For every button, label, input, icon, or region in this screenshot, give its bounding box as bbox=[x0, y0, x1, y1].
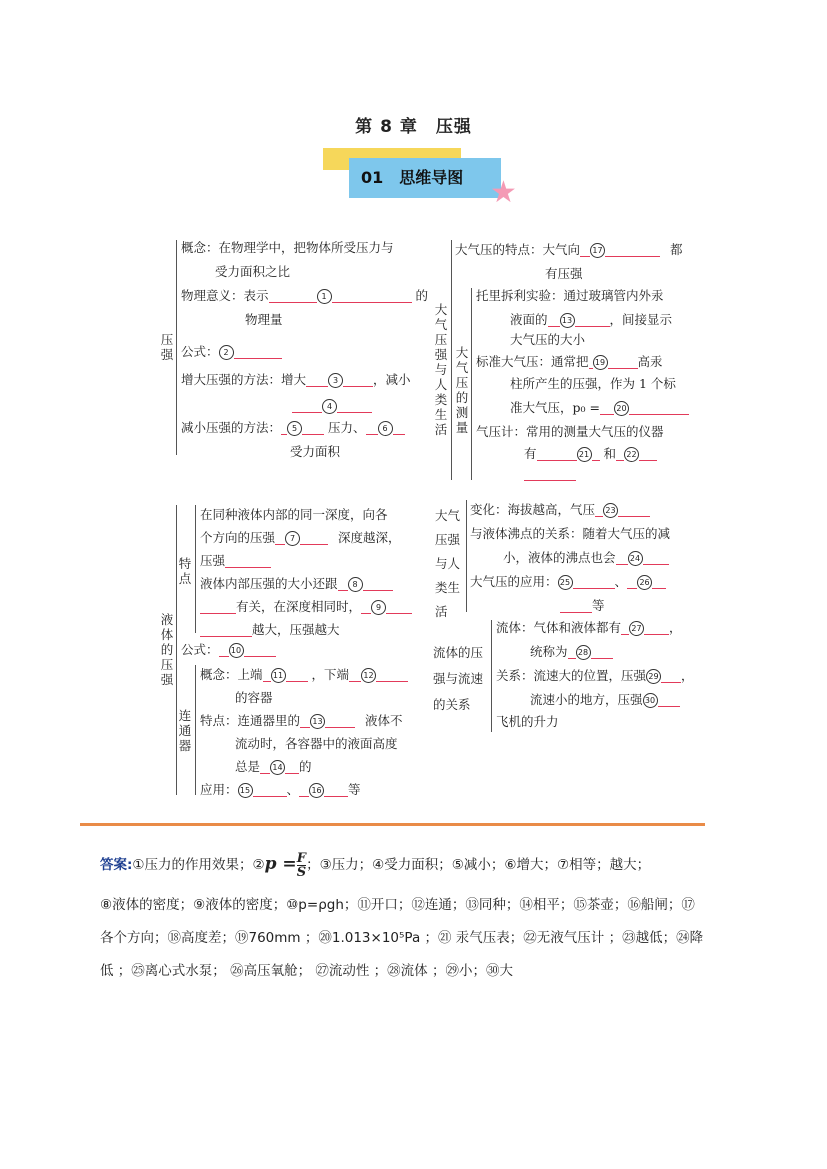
fluid-2: 统称为 28 bbox=[530, 644, 613, 660]
features-label: 特点 bbox=[178, 556, 192, 586]
pressure-increase-2: 4 bbox=[292, 398, 372, 414]
life-2: 与液体沸点的关系：随着大气压的减 bbox=[470, 526, 671, 541]
liquid-f3: 压强 bbox=[200, 553, 271, 569]
answers-line-3: 各个方向；⑱高度差；⑲760mm ；⑳1.013×10⁵Pa ；㉑ 汞气压表；㉒无液气压计 ；㉓越低；㉔降 bbox=[100, 930, 704, 946]
connector-c5: 总是 14 的 bbox=[235, 759, 312, 774]
atmo-features-1: 大气压的特点：大气向 17 都 bbox=[455, 242, 683, 257]
liquid-label: 液体的压强 bbox=[160, 612, 174, 687]
atmo-m1: 托里拆利实验：通过玻璃管内外汞 bbox=[476, 288, 664, 303]
star-icon: ★ bbox=[490, 175, 517, 210]
atmo-m4: 标准大气压：通常把 19 高汞 bbox=[476, 354, 663, 369]
atmo-measure-bracket bbox=[471, 288, 472, 480]
atmo-features-2: 有压强 bbox=[545, 266, 583, 281]
connector-c2: 的容器 bbox=[235, 690, 273, 705]
fluid-3: 关系：流速大的位置，压强 29 ， bbox=[496, 668, 694, 683]
connector-c1: 概念：上端 11 ，下端 12 bbox=[200, 667, 408, 683]
connector-label: 连通器 bbox=[178, 708, 192, 753]
atmo-measure-label: 大气压的测量 bbox=[455, 345, 469, 435]
liquid-f4: 液体内部压强的大小还跟 8 bbox=[200, 576, 393, 592]
life-5: 等 bbox=[560, 598, 605, 614]
life-4: 大气压的应用： 25 、 26 bbox=[470, 574, 666, 590]
connector-c4: 流动时，各容器中的液面高度 bbox=[235, 736, 398, 751]
answers-line-2: ⑧液体的密度；⑨液体的密度；⑩p=ρgh；⑪开口；⑫连通；⑬同种；⑭相平；⑮茶壶；⑯船闸；⑰ bbox=[100, 897, 695, 913]
fluid-5: 飞机的升力 bbox=[496, 714, 559, 729]
fluid-4: 流速小的地方，压强 30 bbox=[530, 692, 680, 708]
pressure-meaning-1: 物理意义：表示 1 的 bbox=[181, 288, 429, 303]
pressure-formula: 公式： 2 bbox=[181, 344, 282, 360]
liquid-f2: 个方向的压强 7 深度越深， bbox=[200, 530, 401, 545]
formula-fraction: $\frac{F}{S}$ bbox=[296, 850, 307, 880]
pressure-meaning-2: 物理量 bbox=[245, 312, 283, 327]
fluid-bracket bbox=[491, 620, 492, 732]
life-3: 小，液体的沸点也会 24 bbox=[503, 550, 669, 566]
pressure-decrease: 减小压强的方法： 5 压力、 6 bbox=[181, 420, 405, 436]
life-bracket bbox=[466, 500, 467, 612]
fluid-1: 流体：气体和液体都有 27 ， bbox=[496, 620, 682, 635]
pressure-concept-2: 受力面积之比 bbox=[215, 264, 291, 279]
fluid-label: 流体的压强与流速的关系 bbox=[433, 645, 484, 712]
pressure-increase: 增大压强的方法：增大 3 ，减小 bbox=[181, 372, 411, 387]
pressure-decrease-2: 受力面积 bbox=[290, 444, 341, 459]
section-banner: 01 思维导图 bbox=[349, 158, 501, 198]
atmo-m2: 液面的 13 ，间接显示 bbox=[510, 312, 673, 327]
pressure-bracket bbox=[176, 240, 177, 455]
liquid-f1: 在同种液体内部的同一深度，向各 bbox=[200, 507, 388, 522]
liquid-bracket bbox=[176, 505, 177, 795]
liquid-formula: 公式： 10 bbox=[181, 642, 276, 658]
atmo-m6: 准大气压，p₀ = 20 bbox=[510, 400, 689, 416]
liquid-f6: 越大，压强越大 bbox=[200, 622, 340, 638]
atmo-m3: 大气压的大小 bbox=[510, 332, 586, 347]
atmosphere-bracket bbox=[451, 240, 452, 480]
divider bbox=[80, 823, 705, 826]
connector-c6: 应用： 15 、 16 等 bbox=[200, 782, 361, 797]
pressure-label: 压强 bbox=[160, 332, 174, 362]
atmo-m5: 柱所产生的压强，作为 1 个标 bbox=[510, 376, 676, 391]
answers-label: 答案: bbox=[100, 857, 133, 873]
atmosphere-label: 大气压强与人类生活 bbox=[434, 302, 448, 437]
features-bracket bbox=[195, 505, 196, 633]
answers-line-1: 答案:①压力的作用效果；②p = $\frac{F}{S}$ ；③压力；④受力面积；⑤减小；⑥增大；⑦相等；越大； bbox=[100, 850, 651, 880]
life-1: 变化：海拔越高，气压 23 bbox=[470, 502, 650, 518]
answers-line-4: 低 ；㉕离心式水泵； ㉖高压氧舱； ㉗流动性 ；㉘流体 ；㉙小；㉚大 bbox=[100, 963, 513, 979]
connector-c3: 特点：连通器里的 13 液体不 bbox=[200, 713, 403, 728]
pressure-concept-1: 概念：在物理学中，把物体所受压力与 bbox=[181, 240, 394, 255]
connector-bracket bbox=[195, 665, 196, 795]
atmo-m8-line bbox=[524, 466, 576, 482]
atmo-m7: 气压计：常用的测量大气压的仪器 bbox=[476, 424, 664, 439]
atmo-m8: 有 21 和 22 bbox=[524, 446, 657, 462]
life-label: 大气压强与人类生活 bbox=[435, 508, 461, 619]
liquid-f5: 有关，在深度相同时， 9 bbox=[200, 599, 412, 615]
page-title: 第 8 章 压强 bbox=[355, 117, 472, 137]
